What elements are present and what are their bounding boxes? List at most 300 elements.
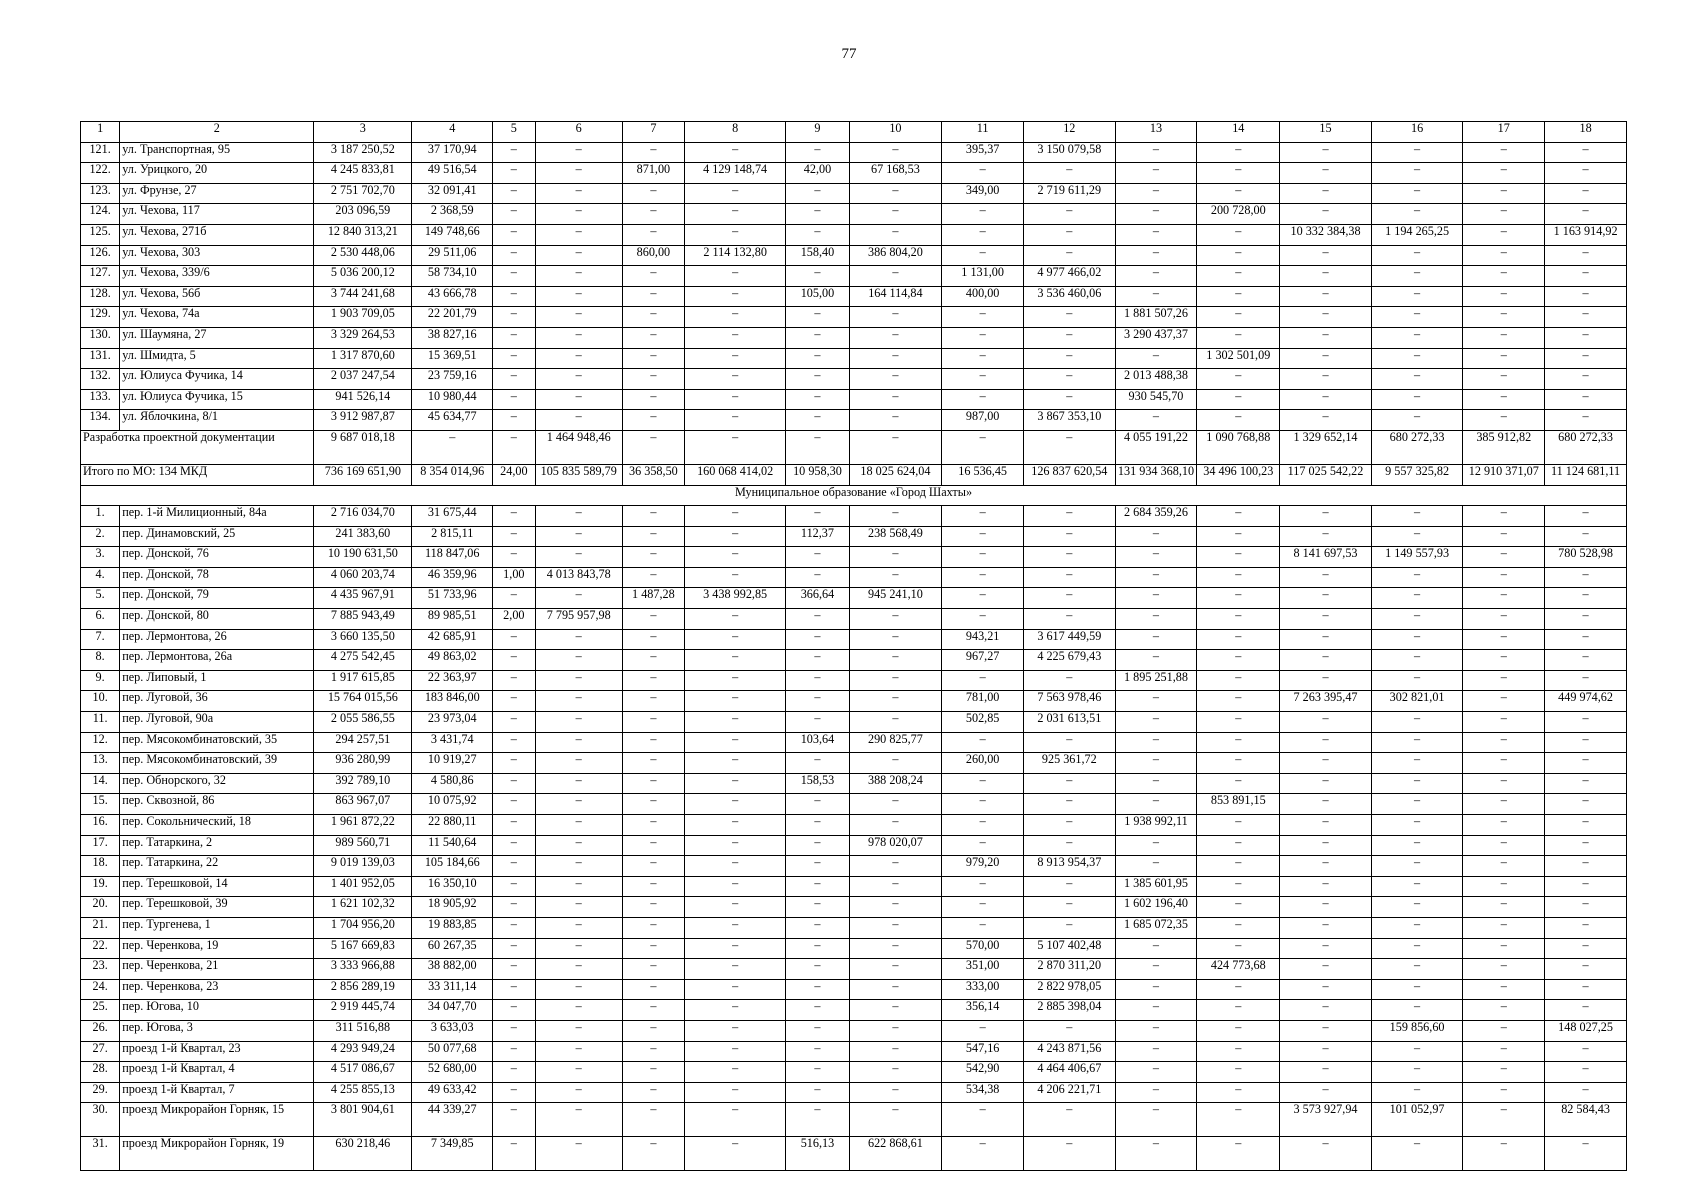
value-cell: –: [622, 712, 684, 733]
value-cell: 117 025 542,22: [1280, 464, 1372, 485]
value-cell: –: [622, 430, 684, 464]
value-cell: –: [1024, 794, 1116, 815]
value-cell: –: [622, 348, 684, 369]
value-cell: –: [849, 691, 942, 712]
value-cell: –: [1280, 732, 1372, 753]
value-cell: –: [1197, 876, 1280, 897]
value-cell: 164 114,84: [849, 286, 942, 307]
value-cell: –: [535, 876, 622, 897]
value-cell: –: [493, 876, 536, 897]
value-cell: 158,53: [786, 773, 849, 794]
value-cell: –: [493, 389, 536, 410]
value-cell: –: [1115, 1041, 1197, 1062]
value-cell: –: [1371, 163, 1463, 184]
value-cell: 502,85: [942, 712, 1024, 733]
value-cell: 680 272,33: [1371, 430, 1463, 464]
value-cell: –: [1371, 794, 1463, 815]
value-cell: –: [622, 856, 684, 877]
value-cell: –: [535, 369, 622, 390]
value-cell: 3 290 437,37: [1115, 327, 1197, 348]
value-cell: –: [786, 266, 849, 287]
value-cell: –: [684, 938, 785, 959]
value-cell: –: [1463, 1137, 1545, 1171]
value-cell: –: [786, 753, 849, 774]
row-number: 23.: [81, 959, 120, 980]
table-row: [81, 835, 1627, 856]
value-cell: –: [1197, 266, 1280, 287]
value-cell: 10 075,92: [412, 794, 493, 815]
value-cell: –: [535, 629, 622, 650]
value-cell: –: [786, 629, 849, 650]
value-cell: 925 361,72: [1024, 753, 1116, 774]
row-number: 128.: [81, 286, 120, 307]
value-cell: –: [1197, 691, 1280, 712]
value-cell: 3 150 079,58: [1024, 142, 1116, 163]
value-cell: 1 401 952,05: [314, 876, 412, 897]
value-cell: –: [684, 650, 785, 671]
address-cell: пер. Донской, 76: [120, 547, 314, 568]
row-number: 132.: [81, 369, 120, 390]
value-cell: 3 438 992,85: [684, 588, 785, 609]
value-cell: –: [684, 629, 785, 650]
value-cell: –: [1115, 245, 1197, 266]
row-number: 29.: [81, 1082, 120, 1103]
value-cell: –: [1463, 979, 1545, 1000]
value-cell: –: [684, 1000, 785, 1021]
value-cell: –: [786, 1062, 849, 1083]
value-cell: 1 317 870,60: [314, 348, 412, 369]
value-cell: –: [1463, 204, 1545, 225]
table-row: [81, 266, 1627, 287]
value-cell: 200 728,00: [1197, 204, 1280, 225]
value-cell: 781,00: [942, 691, 1024, 712]
value-cell: –: [1197, 183, 1280, 204]
value-cell: –: [849, 506, 942, 527]
value-cell: –: [1463, 245, 1545, 266]
value-cell: –: [849, 650, 942, 671]
value-cell: 2 114 132,80: [684, 245, 785, 266]
value-cell: –: [1463, 959, 1545, 980]
table-row: [81, 773, 1627, 794]
address-cell: ул. Шаумяна, 27: [120, 327, 314, 348]
value-cell: –: [849, 629, 942, 650]
value-cell: –: [1463, 938, 1545, 959]
value-cell: –: [1115, 794, 1197, 815]
value-cell: –: [1115, 410, 1197, 431]
value-cell: 112,37: [786, 526, 849, 547]
value-cell: –: [684, 897, 785, 918]
value-cell: –: [1280, 815, 1372, 836]
value-cell: –: [493, 410, 536, 431]
address-cell: пер. Татаркина, 2: [120, 835, 314, 856]
value-cell: –: [849, 670, 942, 691]
value-cell: –: [684, 369, 785, 390]
value-cell: –: [535, 1041, 622, 1062]
value-cell: –: [622, 876, 684, 897]
value-cell: –: [1197, 917, 1280, 938]
value-cell: 7 349,85: [412, 1137, 493, 1171]
value-cell: –: [1280, 567, 1372, 588]
row-number: 28.: [81, 1062, 120, 1083]
value-cell: 8 141 697,53: [1280, 547, 1372, 568]
value-cell: –: [535, 307, 622, 328]
value-cell: 22 363,97: [412, 670, 493, 691]
value-cell: –: [1280, 327, 1372, 348]
value-cell: –: [1545, 1137, 1627, 1171]
table-header: [81, 122, 1627, 143]
row-number: 124.: [81, 204, 120, 225]
value-cell: –: [1115, 979, 1197, 1000]
value-cell: –: [1371, 1137, 1463, 1171]
value-cell: –: [412, 430, 493, 464]
value-cell: –: [1371, 245, 1463, 266]
value-cell: 290 825,77: [849, 732, 942, 753]
address-cell: пер. Обнорского, 32: [120, 773, 314, 794]
value-cell: –: [942, 1137, 1024, 1171]
value-cell: –: [1280, 1041, 1372, 1062]
value-cell: –: [1197, 567, 1280, 588]
value-cell: –: [1463, 691, 1545, 712]
value-cell: 5 036 200,12: [314, 266, 412, 287]
value-cell: –: [622, 547, 684, 568]
value-cell: –: [1463, 286, 1545, 307]
value-cell: –: [622, 183, 684, 204]
address-cell: пер. Черенкова, 21: [120, 959, 314, 980]
value-cell: 4 206 221,71: [1024, 1082, 1116, 1103]
value-cell: –: [786, 876, 849, 897]
value-cell: –: [1371, 307, 1463, 328]
value-cell: –: [1545, 588, 1627, 609]
value-cell: –: [1463, 369, 1545, 390]
value-cell: –: [849, 794, 942, 815]
value-cell: –: [1197, 1137, 1280, 1171]
value-cell: –: [1371, 369, 1463, 390]
value-cell: 8 913 954,37: [1024, 856, 1116, 877]
value-cell: –: [493, 753, 536, 774]
value-cell: 31 675,44: [412, 506, 493, 527]
value-cell: 395,37: [942, 142, 1024, 163]
value-cell: –: [942, 506, 1024, 527]
value-cell: –: [786, 327, 849, 348]
value-cell: 7 795 957,98: [535, 609, 622, 630]
address-cell: ул. Шмидта, 5: [120, 348, 314, 369]
section-row: [81, 485, 1627, 506]
address-cell: ул. Юлиуса Фучика, 15: [120, 389, 314, 410]
value-cell: –: [1463, 794, 1545, 815]
value-cell: 23 973,04: [412, 712, 493, 733]
value-cell: 630 218,46: [314, 1137, 412, 1171]
value-cell: 1 487,28: [622, 588, 684, 609]
value-cell: –: [786, 835, 849, 856]
value-cell: 1 917 615,85: [314, 670, 412, 691]
value-cell: –: [1115, 732, 1197, 753]
value-cell: –: [1280, 609, 1372, 630]
row-number: 24.: [81, 979, 120, 1000]
value-cell: –: [786, 794, 849, 815]
value-cell: 1 895 251,88: [1115, 670, 1197, 691]
value-cell: –: [1280, 410, 1372, 431]
row-number: 4.: [81, 567, 120, 588]
table-body: [81, 142, 1627, 1171]
value-cell: 2,00: [493, 609, 536, 630]
value-cell: –: [1463, 773, 1545, 794]
value-cell: 2 870 311,20: [1024, 959, 1116, 980]
value-cell: –: [1280, 142, 1372, 163]
value-cell: 1 903 709,05: [314, 307, 412, 328]
address-cell: пер. Тургенева, 1: [120, 917, 314, 938]
address-cell: проезд 1-й Квартал, 4: [120, 1062, 314, 1083]
address-cell: пер. Мясокомбинатовский, 39: [120, 753, 314, 774]
value-cell: –: [849, 348, 942, 369]
value-cell: –: [535, 1020, 622, 1041]
value-cell: –: [1545, 959, 1627, 980]
value-cell: –: [1115, 629, 1197, 650]
value-cell: –: [1024, 815, 1116, 836]
value-cell: –: [1371, 979, 1463, 1000]
value-cell: –: [1463, 753, 1545, 774]
value-cell: 43 666,78: [412, 286, 493, 307]
table-row: [81, 670, 1627, 691]
address-cell: пер. Сокольнический, 18: [120, 815, 314, 836]
value-cell: –: [1545, 567, 1627, 588]
value-cell: –: [1371, 266, 1463, 287]
row-number: 7.: [81, 629, 120, 650]
value-cell: –: [1197, 773, 1280, 794]
address-cell: ул. Юлиуса Фучика, 14: [120, 369, 314, 390]
value-cell: –: [1197, 142, 1280, 163]
value-cell: –: [1280, 526, 1372, 547]
value-cell: –: [1545, 938, 1627, 959]
value-cell: 871,00: [622, 163, 684, 184]
value-cell: 159 856,60: [1371, 1020, 1463, 1041]
value-cell: 7 885 943,49: [314, 609, 412, 630]
value-cell: –: [1115, 959, 1197, 980]
value-cell: 853 891,15: [1197, 794, 1280, 815]
address-cell: пер. Югова, 10: [120, 1000, 314, 1021]
value-cell: –: [1371, 959, 1463, 980]
value-cell: 941 526,14: [314, 389, 412, 410]
value-cell: 23 759,16: [412, 369, 493, 390]
value-cell: –: [1115, 712, 1197, 733]
row-number: 122.: [81, 163, 120, 184]
value-cell: –: [493, 369, 536, 390]
value-cell: –: [535, 897, 622, 918]
column-header: 14: [1197, 122, 1280, 143]
value-cell: –: [1024, 224, 1116, 245]
value-cell: –: [849, 142, 942, 163]
value-cell: –: [622, 938, 684, 959]
row-number: 26.: [81, 1020, 120, 1041]
value-cell: –: [1280, 1020, 1372, 1041]
value-cell: 4 055 191,22: [1115, 430, 1197, 464]
value-cell: 22 201,79: [412, 307, 493, 328]
value-cell: –: [942, 917, 1024, 938]
value-cell: –: [849, 410, 942, 431]
value-cell: 44 339,27: [412, 1103, 493, 1137]
value-cell: 302 821,01: [1371, 691, 1463, 712]
value-cell: –: [1371, 389, 1463, 410]
value-cell: –: [493, 245, 536, 266]
value-cell: –: [684, 670, 785, 691]
value-cell: –: [1371, 286, 1463, 307]
value-cell: 15 764 015,56: [314, 691, 412, 712]
value-cell: –: [786, 650, 849, 671]
value-cell: –: [1545, 183, 1627, 204]
value-cell: 4 977 466,02: [1024, 266, 1116, 287]
value-cell: –: [1280, 163, 1372, 184]
value-cell: 516,13: [786, 1137, 849, 1171]
value-cell: –: [493, 1082, 536, 1103]
value-cell: –: [622, 691, 684, 712]
value-cell: –: [622, 773, 684, 794]
value-cell: –: [493, 691, 536, 712]
value-cell: –: [1280, 1137, 1372, 1171]
value-cell: 1 090 768,88: [1197, 430, 1280, 464]
value-cell: –: [1371, 753, 1463, 774]
value-cell: –: [849, 1082, 942, 1103]
value-cell: –: [622, 1082, 684, 1103]
value-cell: –: [493, 163, 536, 184]
address-cell: ул. Урицкого, 20: [120, 163, 314, 184]
address-cell: пер. Черенкова, 23: [120, 979, 314, 1000]
value-cell: 126 837 620,54: [1024, 464, 1116, 485]
value-cell: –: [493, 712, 536, 733]
value-cell: 4 060 203,74: [314, 567, 412, 588]
row-number: 17.: [81, 835, 120, 856]
value-cell: 1 464 948,46: [535, 430, 622, 464]
value-cell: 622 868,61: [849, 1137, 942, 1171]
value-cell: –: [1545, 856, 1627, 877]
value-cell: –: [535, 1103, 622, 1137]
value-cell: –: [1280, 286, 1372, 307]
row-number: 10.: [81, 691, 120, 712]
value-cell: 45 634,77: [412, 410, 493, 431]
table-row: [81, 526, 1627, 547]
table-row: [81, 856, 1627, 877]
design-row: [81, 430, 1627, 464]
row-number: 18.: [81, 856, 120, 877]
value-cell: –: [1197, 526, 1280, 547]
value-cell: –: [493, 348, 536, 369]
value-cell: –: [622, 307, 684, 328]
table-row: [81, 897, 1627, 918]
value-cell: 294 257,51: [314, 732, 412, 753]
value-cell: 3 573 927,94: [1280, 1103, 1372, 1137]
value-cell: –: [1024, 506, 1116, 527]
row-number: 5.: [81, 588, 120, 609]
value-cell: 3 660 135,50: [314, 629, 412, 650]
value-cell: 3 744 241,68: [314, 286, 412, 307]
value-cell: –: [1115, 1020, 1197, 1041]
value-cell: –: [684, 1020, 785, 1041]
value-cell: –: [622, 369, 684, 390]
value-cell: –: [1371, 670, 1463, 691]
total-label: Итого по МО: 134 МКД: [81, 464, 314, 485]
value-cell: –: [1463, 1000, 1545, 1021]
value-cell: 4 517 086,67: [314, 1062, 412, 1083]
value-cell: –: [1545, 526, 1627, 547]
value-cell: –: [535, 650, 622, 671]
value-cell: 16 536,45: [942, 464, 1024, 485]
value-cell: –: [1545, 163, 1627, 184]
value-cell: –: [1371, 938, 1463, 959]
value-cell: –: [684, 266, 785, 287]
value-cell: –: [1280, 348, 1372, 369]
value-cell: 49 633,42: [412, 1082, 493, 1103]
value-cell: –: [622, 670, 684, 691]
column-header: 6: [535, 122, 622, 143]
value-cell: –: [1371, 629, 1463, 650]
value-cell: 987,00: [942, 410, 1024, 431]
row-number: 133.: [81, 389, 120, 410]
value-cell: –: [1197, 506, 1280, 527]
value-cell: –: [1545, 389, 1627, 410]
value-cell: –: [786, 917, 849, 938]
value-cell: –: [1463, 526, 1545, 547]
value-cell: –: [684, 1137, 785, 1171]
value-cell: –: [535, 712, 622, 733]
value-cell: –: [1280, 245, 1372, 266]
value-cell: 2 684 359,26: [1115, 506, 1197, 527]
value-cell: –: [1545, 670, 1627, 691]
address-cell: проезд Микрорайон Горняк, 19: [120, 1137, 314, 1171]
value-cell: –: [1463, 650, 1545, 671]
row-number: 127.: [81, 266, 120, 287]
value-cell: –: [942, 1103, 1024, 1137]
value-cell: –: [1115, 286, 1197, 307]
value-cell: –: [1280, 876, 1372, 897]
value-cell: –: [1371, 526, 1463, 547]
value-cell: 2 919 445,74: [314, 1000, 412, 1021]
value-cell: –: [535, 979, 622, 1000]
value-cell: –: [684, 753, 785, 774]
value-cell: –: [1371, 588, 1463, 609]
value-cell: –: [1280, 369, 1372, 390]
value-cell: 49 863,02: [412, 650, 493, 671]
value-cell: –: [1280, 835, 1372, 856]
value-cell: 238 568,49: [849, 526, 942, 547]
row-number: 15.: [81, 794, 120, 815]
value-cell: –: [1545, 979, 1627, 1000]
value-cell: –: [1463, 410, 1545, 431]
value-cell: –: [786, 938, 849, 959]
row-number: 31.: [81, 1137, 120, 1171]
value-cell: –: [493, 506, 536, 527]
address-cell: ул. Чехова, 117: [120, 204, 314, 225]
value-cell: –: [1197, 224, 1280, 245]
value-cell: –: [849, 1041, 942, 1062]
value-cell: –: [1024, 1137, 1116, 1171]
column-header: 9: [786, 122, 849, 143]
value-cell: –: [493, 815, 536, 836]
value-cell: –: [684, 547, 785, 568]
value-cell: –: [1463, 142, 1545, 163]
table-row: [81, 691, 1627, 712]
value-cell: –: [1197, 712, 1280, 733]
value-cell: –: [622, 609, 684, 630]
value-cell: –: [1024, 567, 1116, 588]
table-row: [81, 163, 1627, 184]
value-cell: –: [849, 856, 942, 877]
value-cell: 9 019 139,03: [314, 856, 412, 877]
value-cell: –: [1545, 1000, 1627, 1021]
value-cell: 3 867 353,10: [1024, 410, 1116, 431]
value-cell: –: [493, 588, 536, 609]
value-cell: –: [1463, 183, 1545, 204]
value-cell: –: [849, 897, 942, 918]
value-cell: 2 815,11: [412, 526, 493, 547]
value-cell: –: [786, 204, 849, 225]
